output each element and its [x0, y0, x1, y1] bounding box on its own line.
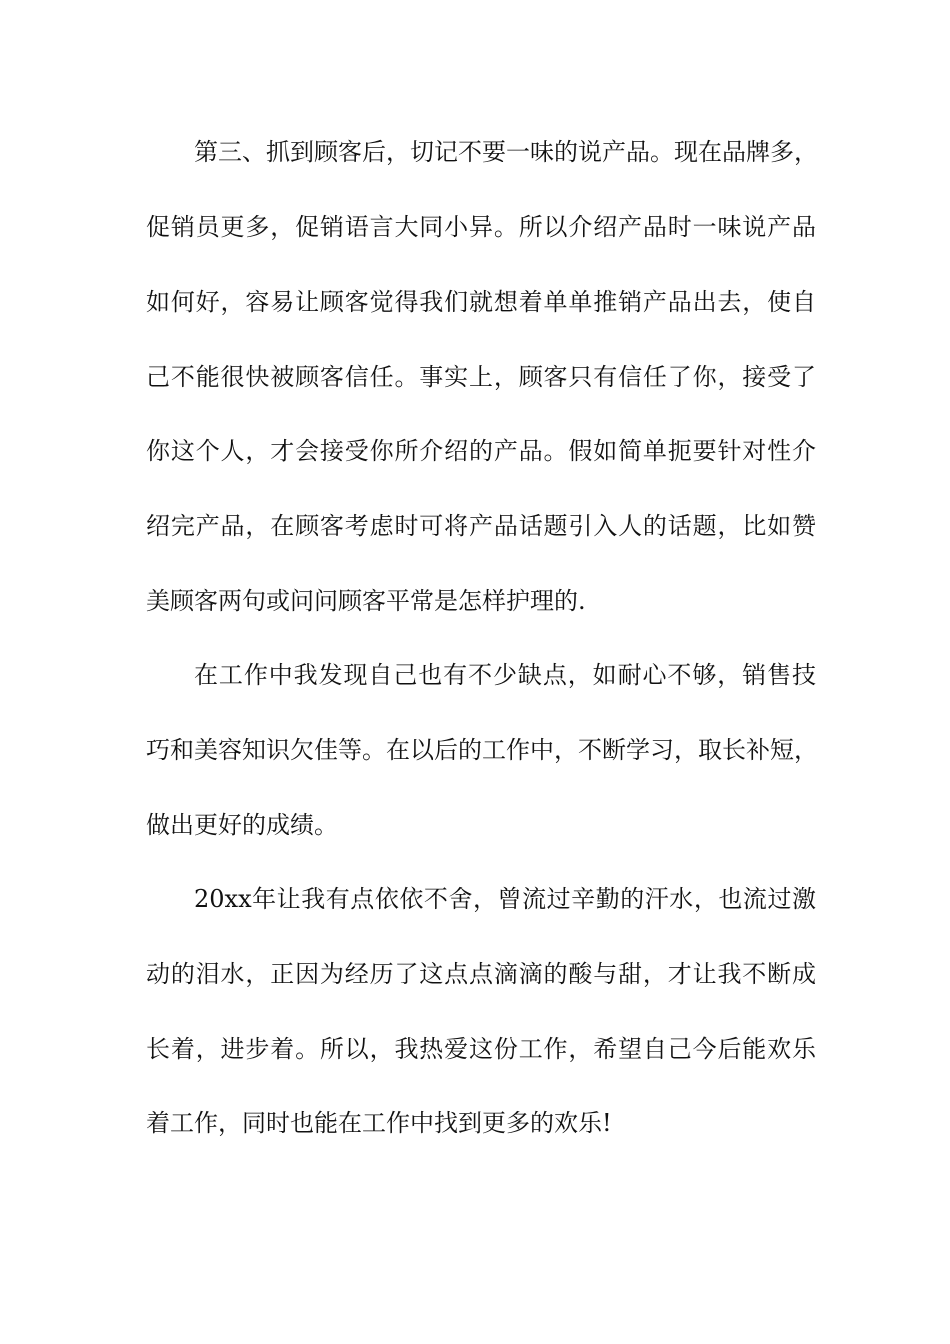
paragraph-3-line-1: 20xx年让我有点依依不舍，曾流过辛勤的汗水，也流过激	[194, 885, 816, 913]
paragraph-3-line-4: 着工作，同时也能在工作中找到更多的欢乐!	[146, 1109, 612, 1137]
paragraph-1-line-2: 促销员更多，促销语言大同小异。所以介绍产品时一味说产品	[146, 213, 816, 241]
paragraph-1-line-7: 美顾客两句或问问顾客平常是怎样护理的.	[146, 587, 586, 615]
paragraph-1-line-3: 如何好，容易让顾客觉得我们就想着单单推销产品出去，使自	[146, 288, 816, 316]
paragraph-1-line-4: 己不能很快被顾客信任。事实上，顾客只有信任了你，接受了	[146, 363, 816, 391]
paragraph-2-line-1: 在工作中我发现自己也有不少缺点，如耐心不够，销售技	[194, 661, 816, 689]
paragraph-3-line-3: 长着，进步着。所以，我热爱这份工作，希望自己今后能欢乐	[146, 1035, 816, 1063]
paragraph-1-line-1: 第三、抓到顾客后，切记不要一味的说产品。现在品牌多，	[194, 138, 818, 166]
paragraph-3-line-2: 动的泪水，正因为经历了这点点滴滴的酸与甜，才让我不断成	[146, 960, 816, 988]
paragraph-2-line-2: 巧和美容知识欠佳等。在以后的工作中，不断学习，取长补短，	[146, 736, 818, 764]
paragraph-1-line-5: 你这个人，才会接受你所介绍的产品。假如简单扼要针对性介	[146, 437, 816, 465]
paragraph-2-line-3: 做出更好的成绩。	[146, 811, 338, 839]
paragraph-1-line-6: 绍完产品，在顾客考虑时可将产品话题引入人的话题，比如赞	[146, 512, 816, 540]
